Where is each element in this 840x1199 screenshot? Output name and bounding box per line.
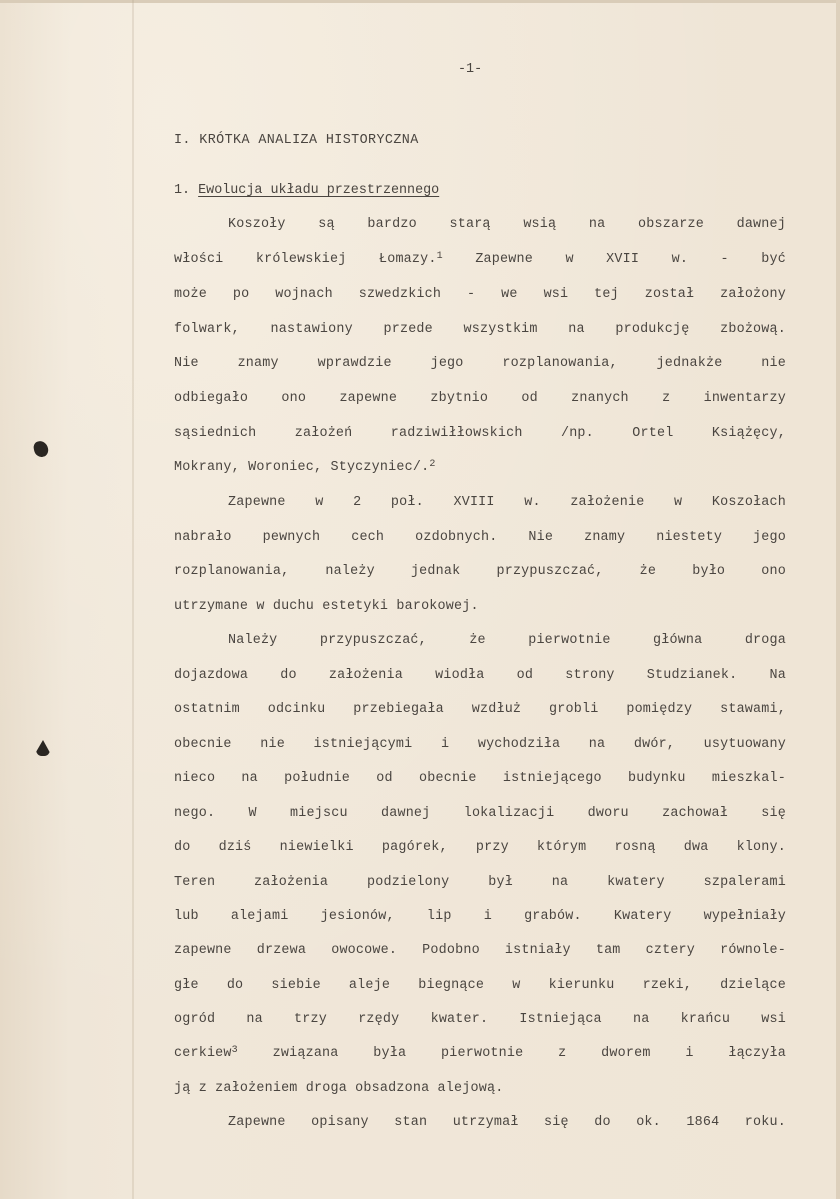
section-title: Ewolucja układu przestrzennego — [198, 183, 440, 198]
footnote-ref: 3 — [231, 1045, 238, 1056]
text-line: Należy przypuszczać, że pierwotnie główna droga — [228, 633, 786, 648]
binding-hole-mark — [36, 740, 50, 756]
footnote-ref: 1 — [436, 251, 443, 262]
text-line: ostatnim odcinku przebiegała wzdłuż grobli pomiędzy stawami, — [174, 702, 786, 717]
text-line: obecnie nie istniejącymi i wychodziła na dwór, usytuowany — [174, 737, 786, 752]
text-line: Mokrany, Woroniec, Styczyniec/.$^2$ — [174, 459, 436, 475]
text-line: lub alejami jesionów, lip i grabów. Kwatery wypełniały — [174, 909, 786, 924]
text-line: może po wojnach szwedzkich - we wsi tej został założony — [174, 287, 786, 302]
text-line: Zapewne w 2 poł. XVIII w. założenie w Koszołach — [228, 495, 786, 510]
page-number: -1- — [458, 62, 483, 77]
text-line: ogród na trzy rzędy kwater. Istniejąca na krańcu wsi — [174, 1012, 786, 1027]
text-line: do dziś niewielki pagórek, przy którym rosną dwa klony. — [174, 840, 786, 855]
text-line: sąsiednich założeń radziwiłłowskich /np. Ortel Książęcy, — [174, 426, 786, 441]
binding-hole-mark — [32, 440, 49, 459]
text-line: Koszoły są bardzo starą wsią na obszarze dawnej — [228, 217, 786, 232]
text-line: Nie znamy wprawdzie jego rozplanowania, jednakże nie — [174, 356, 786, 371]
text-line: Zapewne opisany stan utrzymał się do ok. 1864 roku. — [228, 1115, 786, 1130]
text-line: zapewne drzewa owocowe. Podobno istniały tam cztery równole- — [174, 943, 786, 958]
page-right-edge — [836, 0, 840, 1199]
text-line: utrzymane w duchu estetyki barokowej. — [174, 599, 479, 614]
text-line: nego. W miejscu dawnej lokalizacji dworu zachował się — [174, 806, 786, 821]
chapter-heading: I. KRÓTKA ANALIZA HISTORYCZNA — [174, 133, 419, 148]
text-line: Teren założenia podzielony był na kwatery szpalerami — [174, 875, 786, 890]
text-line: odbiegało ono zapewne zbytnio od znanych z inwentarzy — [174, 391, 786, 406]
text-line: głe do siebie aleje biegnące w kierunku rzeki, dzielące — [174, 978, 786, 993]
page-fold-shadow — [132, 0, 134, 1199]
section-heading — [174, 183, 439, 198]
text-line: nieco na południe od obecnie istniejącego budynku mieszkal- — [174, 771, 786, 786]
footnote-ref: 2 — [429, 459, 436, 470]
text-line: folwark, nastawiony przede wszystkim na produkcję zbożową. — [174, 322, 786, 337]
text-line: rozplanowania, należy jednak przypuszczać, że było ono — [174, 564, 786, 579]
text-line: dojazdowa do założenia wiodła od strony Studzianek. Na — [174, 668, 786, 683]
text-line: ją z założeniem droga obsadzona alejową. — [174, 1081, 504, 1096]
text-line: włości królewskiej Łomazy.$^1$ Zapewne w XVII w. - być — [174, 251, 786, 267]
section-number: 1. — [174, 183, 191, 198]
page-top-edge — [0, 0, 840, 3]
text-line: cerkiew$^3$ związana była pierwotnie z dworem i łączyła — [174, 1045, 786, 1061]
text-line: nabrało pewnych cech ozdobnych. Nie znamy niestety jego — [174, 530, 786, 545]
